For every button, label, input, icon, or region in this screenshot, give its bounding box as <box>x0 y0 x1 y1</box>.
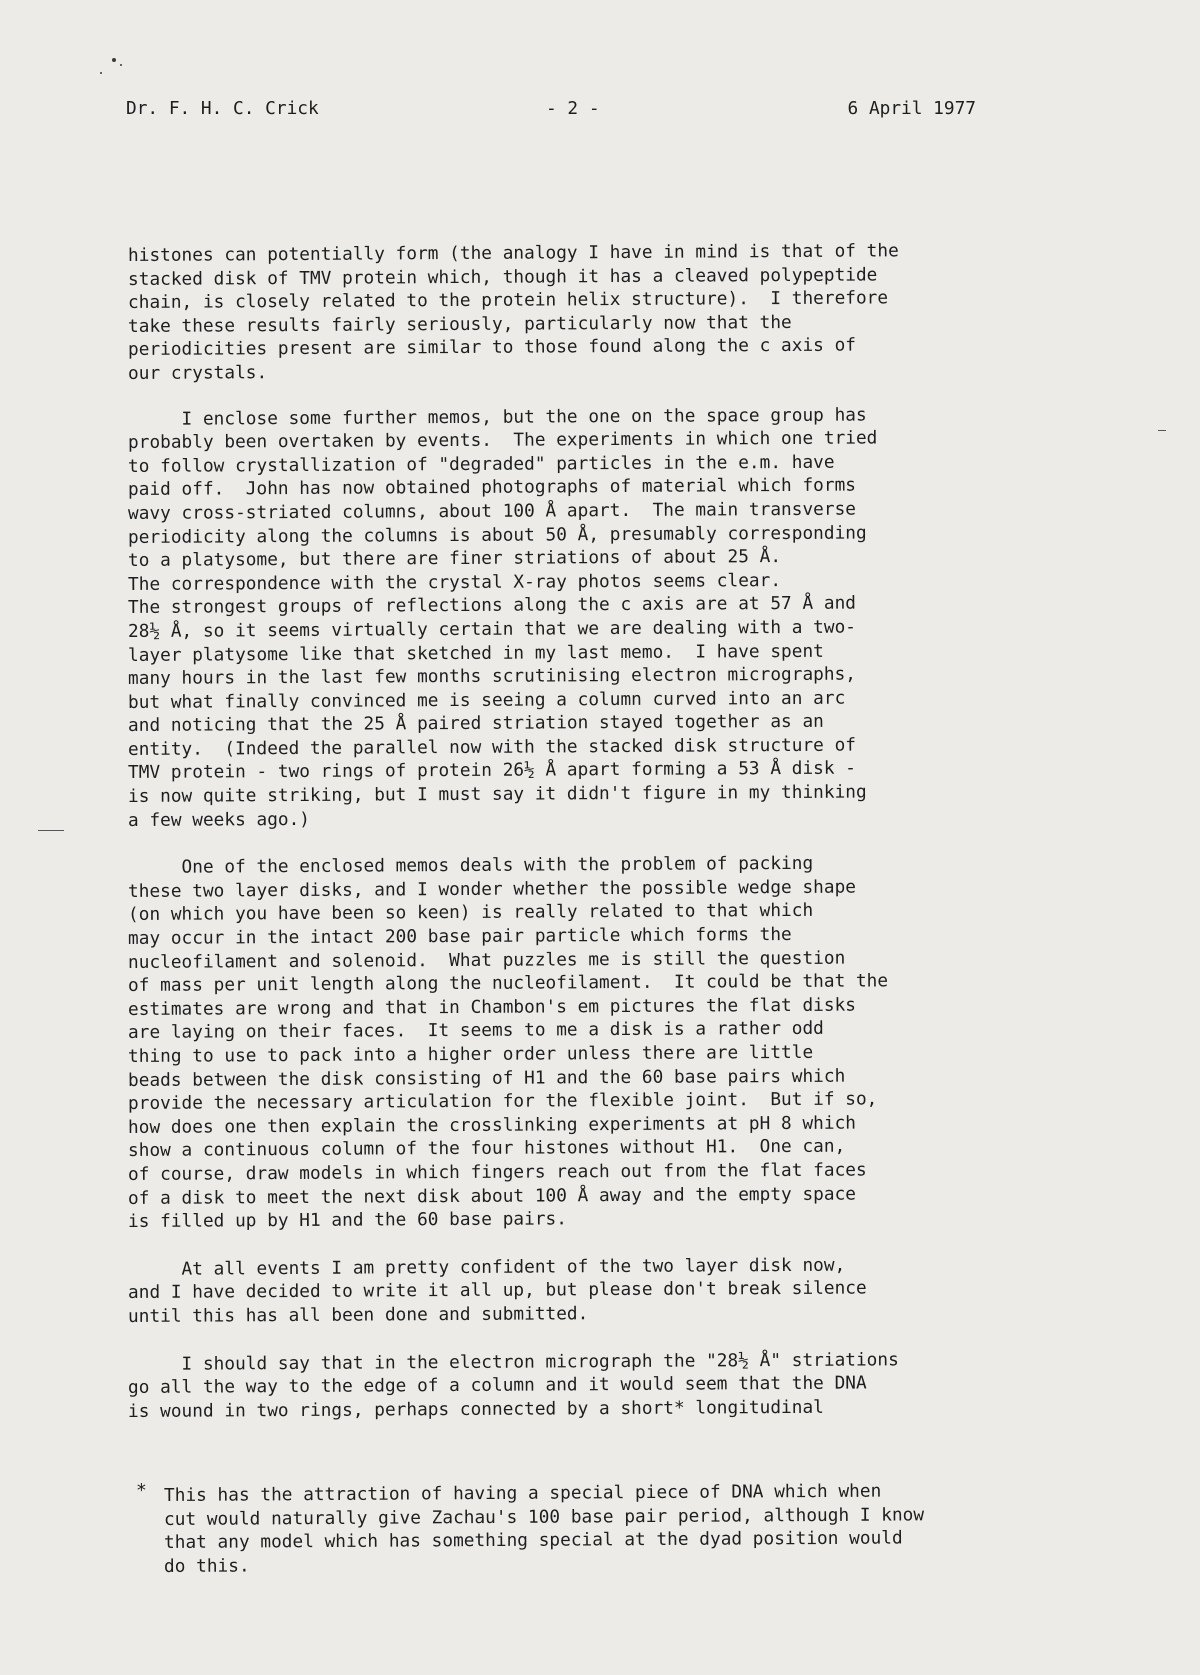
text-line: beads between the disk consisting of H1 and the 60 base pairs which <box>127 1065 846 1091</box>
text-line: go all the way to the edge of a column and it would seem that the DNA <box>127 1372 867 1399</box>
letter-body <box>127 240 1028 1447</box>
text-line: This has the attraction of having a special piece of DNA which when <box>163 1480 882 1506</box>
text-line: thing to use to pack into a higher order unless there are little <box>127 1041 814 1067</box>
text-line: periodicity along the columns is about 50 Å, presumably corresponding <box>127 522 867 548</box>
text-line: chain, is closely related to the protein helix structure). I therefore <box>127 287 889 314</box>
text-line: is filled up by H1 and the 60 base pairs. <box>127 1208 567 1233</box>
text-line: do this. <box>163 1555 250 1577</box>
text-line: of course, draw models in which fingers reach out from the flat faces <box>127 1159 867 1185</box>
text-line: but what finally convinced me is seeing a column curved into an arc <box>127 687 846 713</box>
ink-speck <box>112 58 116 62</box>
text-line: I enclose some further memos, but the one on the space group has <box>127 404 867 430</box>
text-line: histones can potentially form (the analogy I have in mind is that of the <box>127 240 899 266</box>
text-line: (on which you have been so keen) is really related to that which <box>127 900 814 926</box>
text-line: TMV protein - two rings of protein 26½ Å apart forming a 53 Å disk - <box>127 758 857 784</box>
text-line: of a disk to meet the next disk about 100 Å away and the empty space <box>127 1183 857 1209</box>
text-line: entity. (Indeed the parallel now with the stacked disk structure of <box>127 734 857 760</box>
text-line: many hours in the last few months scrutinising electron micrographs, <box>127 663 857 690</box>
text-line: probably been overtaken by events. The experiments in which one tried <box>127 427 878 454</box>
text-line: until this has all been done and submitted. <box>127 1303 589 1327</box>
text-line: One of the enclosed memos deals with the problem of packing <box>127 853 814 879</box>
text-line: The strongest groups of reflections along the c axis are at 57 Å and <box>127 592 857 619</box>
text-line: our crystals. <box>127 362 268 384</box>
text-line: layer platysome like that sketched in my last memo. I have spent <box>127 640 824 666</box>
text-line: estimates are wrong and that in Chambon's em pictures the flat disks <box>127 994 857 1020</box>
margin-mark <box>1158 430 1166 431</box>
letter-header <box>126 98 976 126</box>
text-line: show a continuous column of the four histones without H1. One can, <box>127 1135 846 1162</box>
text-line: to follow crystallization of "degraded" particles in the e.m. have <box>127 451 835 477</box>
text-line: is now quite striking, but I must say it didn't figure in my thinking <box>127 781 867 808</box>
text-line: is wound in two rings, perhaps connected by a short* longitudinal <box>127 1396 824 1422</box>
footnote-marker: * <box>136 1480 147 1501</box>
text-line: cut would naturally give Zachau's 100 base pair period, although I know <box>163 1503 925 1530</box>
paragraph <box>127 1348 1028 1424</box>
paragraph <box>127 240 1028 386</box>
paragraph <box>127 404 1028 833</box>
text-line: these two layer disks, and I wonder whether the possible wedge shape <box>127 876 857 902</box>
letter-date: 6 April 1977 <box>847 98 976 119</box>
text-line: take these results fairly seriously, particularly now that the <box>127 311 792 337</box>
text-line: I should say that in the electron micrograph the "28½ Å" striations <box>127 1348 899 1375</box>
text-line: nucleofilament and solenoid. What puzzles me is still the question <box>127 947 846 973</box>
text-line: that any model which has something special at the dyad position would <box>163 1527 903 1554</box>
ink-speck <box>120 64 122 66</box>
footnote-text <box>163 1480 925 1578</box>
margin-mark <box>38 830 64 831</box>
ink-speck <box>100 72 102 74</box>
paragraph <box>127 853 1028 1234</box>
text-line: 28½ Å, so it seems virtually certain that we are dealing with a two- <box>127 616 857 642</box>
text-line: paid off. John has now obtained photographs of material which forms <box>127 474 857 501</box>
paragraph <box>127 1254 1028 1329</box>
text-line: to a platysome, but there are finer striations of about 25 Å. <box>127 546 782 572</box>
text-line: stacked disk of TMV protein which, though it has a cleaved polypeptide <box>127 264 878 290</box>
text-line: The correspondence with the crystal X-ray photos seems clear. <box>127 569 782 595</box>
text-line: and I have decided to write it all up, but please don't break silence <box>127 1277 867 1304</box>
text-line: are laying on their faces. It seems to me a disk is a rather odd <box>127 1018 824 1044</box>
text-line: may occur in the intact 200 base pair particle which forms the <box>127 923 792 950</box>
text-line: how does one then explain the crosslinking experiments at pH 8 which <box>127 1112 857 1138</box>
recipient-name: Dr. F. H. C. Crick <box>126 98 319 119</box>
text-line: wavy cross-striated columns, about 100 Å apart. The main transverse <box>127 498 857 524</box>
text-line: provide the necessary articulation for the flexible joint. But if so, <box>127 1088 878 1115</box>
text-line: a few weeks ago.) <box>127 808 311 831</box>
text-line: periodicities present are similar to those found along the c axis of <box>127 334 857 361</box>
text-line: of mass per unit length along the nucleofilament. It could be that the <box>127 970 889 997</box>
text-line: At all events I am pretty confident of the two layer disk now, <box>127 1254 846 1280</box>
text-line: and noticing that the 25 Å paired striation stayed together as an <box>127 711 824 737</box>
page-number: - 2 - <box>546 98 600 119</box>
